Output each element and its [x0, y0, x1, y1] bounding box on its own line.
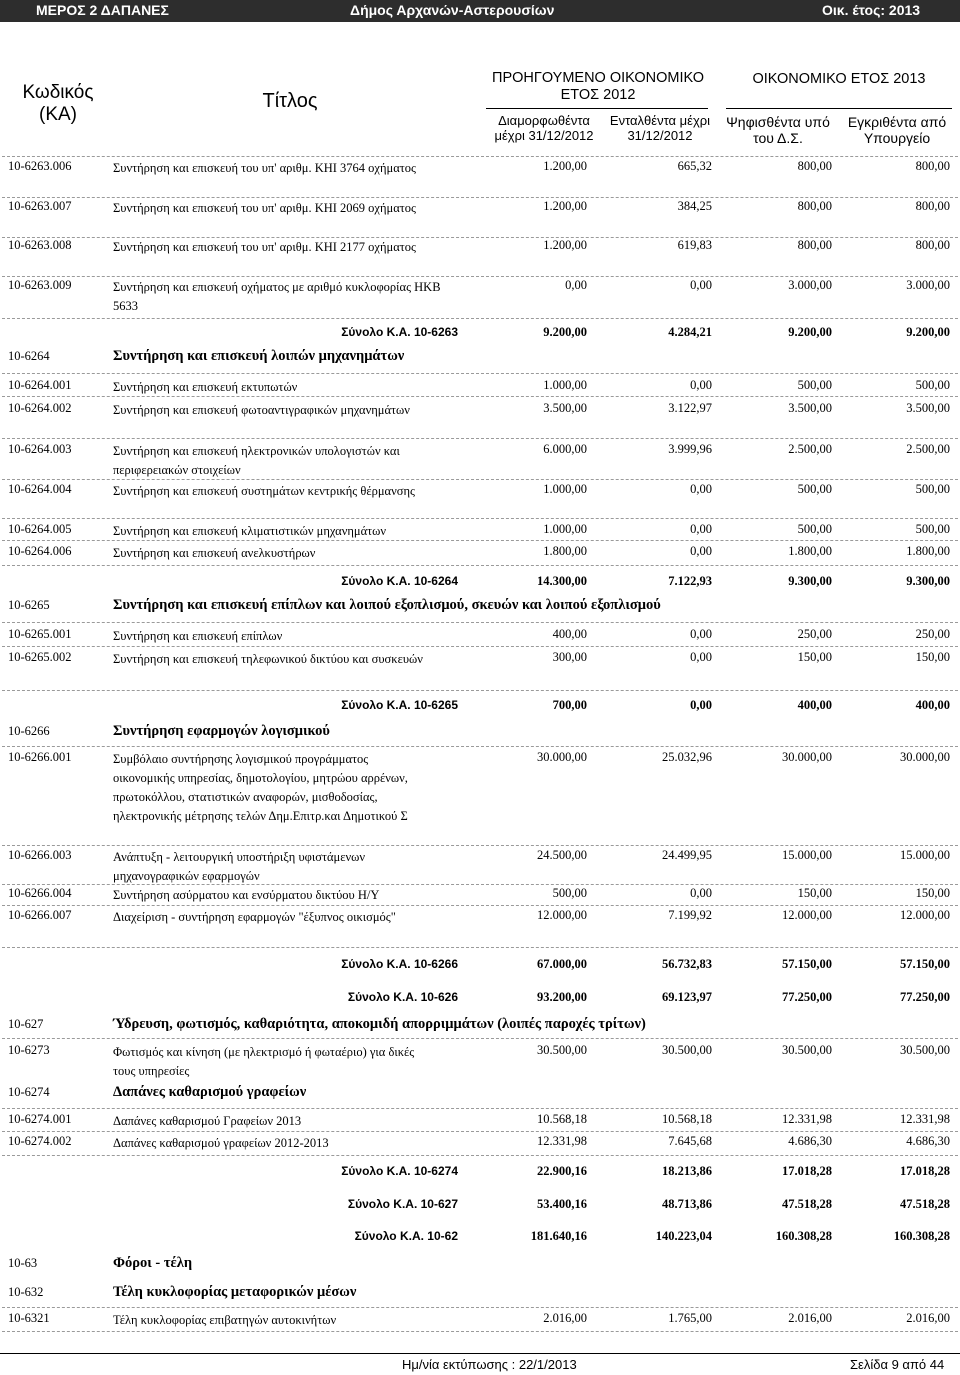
total-shaped: 700,00 — [552, 698, 587, 712]
row-committed: 25.032,96 — [662, 750, 712, 764]
row-title: Συντήρηση και επισκευή τηλεφωνικού δικτύου και συσκευών — [113, 652, 423, 666]
row-approved: 15.000,00 — [900, 848, 950, 862]
row-shaped: 400,00 — [552, 627, 587, 641]
section-code: 10-63 — [8, 1256, 38, 1270]
row-code: 10-6265.001 — [8, 627, 72, 641]
row-shaped: 1.800,00 — [543, 544, 587, 558]
total-committed: 4.284,21 — [668, 325, 712, 339]
row-title: Τέλη κυκλοφορίας επιβατηγών αυτοκινήτων — [113, 1313, 337, 1327]
section-title: Συντήρηση εφαρμογών λογισμικού — [113, 723, 330, 739]
row-separator — [2, 622, 958, 623]
row-voted: 1.800,00 — [788, 544, 832, 558]
row-code: 10-6321 — [8, 1311, 50, 1325]
row-title: Συντήρηση και επισκευή κλιματιστικών μηχανημάτων — [113, 524, 387, 538]
row-voted: 12.331,98 — [782, 1112, 832, 1126]
section-code: 10-6274 — [8, 1085, 50, 1099]
total-shaped: 53.400,16 — [537, 1197, 587, 1211]
section-code: 10-627 — [8, 1017, 44, 1031]
row-voted: 4.686,30 — [788, 1134, 832, 1148]
fiscal-year: Οικ. έτος: 2013 — [822, 2, 921, 18]
row-title: Συντήρηση και επισκευή οχήματος με αριθμό κυκλοφορίας ΗΚΒ 5633 — [113, 280, 441, 313]
row-title: Ανάπτυξη - λειτουργική υποστήριξη υφιστάμενων μηχανογραφικών εφαρμογών — [113, 850, 366, 883]
row-approved: 500,00 — [915, 522, 950, 536]
row-voted: 500,00 — [797, 378, 832, 392]
row-shaped: 1.200,00 — [543, 238, 587, 252]
total-committed: 48.713,86 — [662, 1197, 712, 1211]
row-approved: 30.000,00 — [900, 750, 950, 764]
total-voted: 160.308,28 — [775, 1229, 832, 1243]
row-committed: 0,00 — [690, 522, 712, 536]
total-voted: 9.200,00 — [788, 325, 832, 339]
row-committed: 1.765,00 — [668, 1311, 712, 1325]
row-voted: 800,00 — [797, 238, 832, 252]
row-shaped: 300,00 — [552, 650, 587, 664]
row-code: 10-6264.003 — [8, 442, 72, 456]
row-voted: 3.500,00 — [788, 401, 832, 415]
row-title: Συντήρηση και επισκευή εκτυπωτών — [113, 380, 298, 394]
row-voted: 500,00 — [797, 482, 832, 496]
print-date: Ημ/νία εκτύπωσης : 22/1/2013 — [402, 1357, 577, 1372]
row-voted: 250,00 — [797, 627, 832, 641]
row-approved: 4.686,30 — [906, 1134, 950, 1148]
total-shaped: 67.000,00 — [537, 957, 587, 971]
section-title: Συντήρηση και επισκευή λοιπών μηχανημάτων — [113, 348, 405, 364]
row-committed: 384,25 — [677, 199, 712, 213]
row-separator — [2, 156, 958, 157]
row-separator — [2, 518, 958, 519]
page-header-bar — [0, 0, 960, 22]
footer-divider — [0, 1353, 960, 1354]
row-committed: 24.499,95 — [662, 848, 712, 862]
row-code: 10-6274.001 — [8, 1112, 72, 1126]
total-approved: 17.018,28 — [900, 1164, 950, 1178]
row-separator — [2, 1307, 958, 1308]
row-approved: 1.800,00 — [906, 544, 950, 558]
row-approved: 2.500,00 — [906, 442, 950, 456]
row-title: Φωτισμός και κίνηση (με ηλεκτρισμό ή φωταέριο) για δικές τους υπηρεσίες — [113, 1045, 415, 1078]
row-separator — [2, 276, 958, 277]
row-approved: 250,00 — [915, 627, 950, 641]
total-label: Σύνολο Κ.Α. 10-627 — [347, 1197, 458, 1211]
row-approved: 800,00 — [915, 159, 950, 173]
row-title: Συντήρηση και επισκευή του υπ' αριθμ. ΚΗΙ 2069 οχήματος — [113, 201, 416, 215]
row-separator — [2, 197, 958, 198]
row-code: 10-6263.009 — [8, 278, 72, 292]
row-committed: 0,00 — [690, 544, 712, 558]
row-approved: 800,00 — [915, 238, 950, 252]
row-voted: 30.500,00 — [782, 1043, 832, 1057]
row-separator — [2, 690, 958, 691]
row-shaped: 2.016,00 — [543, 1311, 587, 1325]
row-code: 10-6263.008 — [8, 238, 72, 252]
row-shaped: 24.500,00 — [537, 848, 587, 862]
total-approved: 47.518,28 — [900, 1197, 950, 1211]
row-separator — [2, 373, 958, 374]
row-committed: 0,00 — [690, 650, 712, 664]
row-shaped: 30.000,00 — [537, 750, 587, 764]
row-voted: 30.000,00 — [782, 750, 832, 764]
row-voted: 150,00 — [797, 886, 832, 900]
row-separator — [2, 479, 958, 480]
row-code: 10-6273 — [8, 1043, 50, 1057]
row-voted: 500,00 — [797, 522, 832, 536]
row-approved: 150,00 — [915, 886, 950, 900]
row-separator — [2, 318, 958, 319]
row-code: 10-6274.002 — [8, 1134, 72, 1148]
row-title: Δαπάνες καθαρισμού Γραφείων 2013 — [113, 1114, 302, 1128]
section-title: Ύδρευση, φωτισμός, καθαριότητα, αποκομιδή απορριμμάτων (λοιπές παροχές τρίτων) — [113, 1016, 646, 1032]
header-divider-fin — [726, 108, 952, 109]
row-title: Δαπάνες καθαρισμού γραφείων 2012-2013 — [113, 1136, 329, 1150]
row-approved: 2.016,00 — [906, 1311, 950, 1325]
header-previous-year: ΠΡΟΗΓΟΥΜΕΝΟ ΟΙΚΟΝΟΜΙΚΟ ΕΤΟΣ 2012 — [491, 70, 705, 103]
row-shaped: 12.331,98 — [537, 1134, 587, 1148]
total-label: Σύνολο Κ.Α. 10-6265 — [341, 698, 458, 712]
section-title: Δαπάνες καθαρισμού γραφείων — [113, 1084, 307, 1100]
total-label: Σύνολο Κ.Α. 10-626 — [347, 990, 458, 1004]
row-shaped: 500,00 — [552, 886, 587, 900]
row-title: Διαχείριση - συντήρηση εφαρμογών "έξυπνος οικισμός" — [113, 910, 396, 924]
row-shaped: 1.000,00 — [543, 522, 587, 536]
row-committed: 619,83 — [677, 238, 712, 252]
total-label: Σύνολο Κ.Α. 10-62 — [354, 1229, 458, 1243]
row-approved: 800,00 — [915, 199, 950, 213]
total-voted: 57.150,00 — [782, 957, 832, 971]
row-code: 10-6263.007 — [8, 199, 72, 213]
municipality-name: Δήμος Αρχανών-Αστερουσίων — [350, 2, 555, 18]
row-committed: 3.999,96 — [668, 442, 712, 456]
section-code: 10-6265 — [8, 598, 50, 612]
row-separator — [2, 947, 958, 948]
row-voted: 12.000,00 — [782, 908, 832, 922]
row-approved: 3.000,00 — [906, 278, 950, 292]
row-shaped: 6.000,00 — [543, 442, 587, 456]
header-fiscal-year: ΟΙΚΟΝΟΜΙΚΟ ΕΤΟΣ 2013 — [752, 71, 926, 87]
row-code: 10-6266.004 — [8, 886, 72, 900]
total-approved: 57.150,00 — [900, 957, 950, 971]
row-separator — [2, 1155, 958, 1156]
row-committed: 0,00 — [690, 278, 712, 292]
total-voted: 400,00 — [797, 698, 832, 712]
total-voted: 47.518,28 — [782, 1197, 832, 1211]
total-committed: 140.223,04 — [655, 1229, 712, 1243]
row-separator — [2, 884, 958, 885]
total-label: Σύνολο Κ.Α. 10-6263 — [341, 325, 458, 339]
section-title: Συντήρηση και επισκευή επίπλων και λοιπού εξοπλισμού, σκευών και λοιπού εξοπλισμού — [113, 597, 661, 613]
row-title: Συντήρηση και επισκευή επίπλων — [113, 629, 283, 643]
total-label: Σύνολο Κ.Α. 10-6274 — [341, 1164, 458, 1178]
total-committed: 56.732,83 — [662, 957, 712, 971]
row-committed: 0,00 — [690, 886, 712, 900]
row-title: Συντήρηση και επισκευή ηλεκτρονικών υπολογιστών και περιφερειακών στοιχείων — [113, 444, 400, 477]
row-separator — [2, 1331, 958, 1332]
row-separator — [2, 1108, 958, 1109]
header-col-committed: Ενταλθέντα μέχρι 31/12/2012 — [609, 113, 711, 143]
section-code: 10-6264 — [8, 349, 50, 363]
row-voted: 15.000,00 — [782, 848, 832, 862]
row-code: 10-6264.004 — [8, 482, 72, 496]
row-code: 10-6265.002 — [8, 650, 72, 664]
row-committed: 0,00 — [690, 378, 712, 392]
row-code: 10-6266.001 — [8, 750, 72, 764]
total-shaped: 9.200,00 — [543, 325, 587, 339]
total-committed: 69.123,97 — [662, 990, 712, 1004]
row-shaped: 12.000,00 — [537, 908, 587, 922]
section-title: Τέλη κυκλοφορίας μεταφορικών μέσων — [113, 1284, 357, 1300]
total-shaped: 93.200,00 — [537, 990, 587, 1004]
total-committed: 0,00 — [690, 698, 712, 712]
row-separator — [2, 1131, 958, 1132]
section-title: Φόροι - τέλη — [113, 1255, 193, 1271]
row-separator — [2, 396, 958, 397]
row-separator — [2, 438, 958, 439]
total-committed: 18.213,86 — [662, 1164, 712, 1178]
row-shaped: 30.500,00 — [537, 1043, 587, 1057]
row-committed: 7.199,92 — [668, 908, 712, 922]
row-approved: 3.500,00 — [906, 401, 950, 415]
header-col-approved: Εγκριθέντα από Υπουργείο — [847, 114, 947, 147]
row-voted: 150,00 — [797, 650, 832, 664]
row-committed: 10.568,18 — [662, 1112, 712, 1126]
total-committed: 7.122,93 — [668, 574, 712, 588]
total-label: Σύνολο Κ.Α. 10-6264 — [341, 574, 458, 588]
row-separator — [2, 1038, 958, 1039]
row-code: 10-6264.006 — [8, 544, 72, 558]
section-code: 10-632 — [8, 1285, 44, 1299]
row-separator — [2, 565, 958, 566]
row-code: 10-6266.003 — [8, 848, 72, 862]
row-voted: 3.000,00 — [788, 278, 832, 292]
row-code: 10-6263.006 — [8, 159, 72, 173]
row-separator — [2, 540, 958, 541]
row-title: Συντήρηση και επισκευή του υπ' αριθμ. ΚΗΙ 3764 οχήματος — [113, 161, 416, 175]
total-voted: 77.250,00 — [782, 990, 832, 1004]
total-label: Σύνολο Κ.Α. 10-6266 — [341, 957, 458, 971]
total-approved: 160.308,28 — [893, 1229, 950, 1243]
row-title: Συντήρηση και επισκευή ανελκυστήρων — [113, 546, 316, 560]
row-committed: 665,32 — [677, 159, 712, 173]
total-shaped: 22.900,16 — [537, 1164, 587, 1178]
row-shaped: 3.500,00 — [543, 401, 587, 415]
row-title: Συντήρηση και επισκευή συστημάτων κεντρικής θέρμανσης — [113, 484, 415, 498]
row-committed: 3.122,97 — [668, 401, 712, 415]
row-shaped: 0,00 — [565, 278, 587, 292]
row-committed: 0,00 — [690, 627, 712, 641]
row-shaped: 1.200,00 — [543, 159, 587, 173]
total-approved: 400,00 — [915, 698, 950, 712]
row-separator — [2, 845, 958, 846]
row-shaped: 1.000,00 — [543, 378, 587, 392]
row-title: Συντήρηση και επισκευή φωτοαντιγραφικών μηχανημάτων — [113, 403, 410, 417]
row-committed: 0,00 — [690, 482, 712, 496]
header-title: Τίτλος — [262, 90, 318, 112]
row-approved: 12.331,98 — [900, 1112, 950, 1126]
page-number: Σελίδα 9 από 44 — [850, 1357, 945, 1372]
row-voted: 2.500,00 — [788, 442, 832, 456]
row-approved: 150,00 — [915, 650, 950, 664]
row-code: 10-6266.007 — [8, 908, 72, 922]
row-title: Συντήρηση ασύρματου και ενσύρματου δικτύου Η/Υ — [113, 888, 380, 902]
row-shaped: 10.568,18 — [537, 1112, 587, 1126]
header-divider-prev — [486, 108, 708, 109]
total-voted: 9.300,00 — [788, 574, 832, 588]
section-code: 10-6266 — [8, 724, 50, 738]
row-title: Συντήρηση και επισκευή του υπ' αριθμ. ΚΗΙ 2177 οχήματος — [113, 240, 416, 254]
row-voted: 800,00 — [797, 159, 832, 173]
row-approved: 500,00 — [915, 378, 950, 392]
header-col-voted: Ψηφισθέντα υπό του Δ.Σ. — [726, 114, 830, 147]
total-voted: 17.018,28 — [782, 1164, 832, 1178]
row-committed: 30.500,00 — [662, 1043, 712, 1057]
total-shaped: 181.640,16 — [530, 1229, 587, 1243]
row-approved: 12.000,00 — [900, 908, 950, 922]
header-code: Κωδικός (ΚΑ) — [22, 82, 94, 125]
row-title: Συμβόλαιο συντήρησης λογισμικού προγράμματος οικονομικής υπηρεσίας, δημοτολογίου, μητρώου αρρένων, πρωτοκόλλου, στατιστικών αναφορών, μισθοδοσίας, ηλεκτρονικής μέτρησης τελών Δημ.Επιτρ.και Δημοτικού Σ — [113, 752, 408, 823]
total-approved: 77.250,00 — [900, 990, 950, 1004]
total-approved: 9.200,00 — [906, 325, 950, 339]
section-label: ΜΕΡΟΣ 2 ΔΑΠΑΝΕΣ — [36, 2, 169, 18]
row-code: 10-6264.002 — [8, 401, 72, 415]
row-voted: 2.016,00 — [788, 1311, 832, 1325]
row-separator — [2, 905, 958, 906]
row-separator — [2, 746, 958, 747]
row-committed: 7.645,68 — [668, 1134, 712, 1148]
header-col-shaped: Διαμορφωθέντα μέχρι 31/12/2012 — [494, 113, 594, 143]
row-approved: 30.500,00 — [900, 1043, 950, 1057]
total-shaped: 14.300,00 — [537, 574, 587, 588]
total-approved: 9.300,00 — [906, 574, 950, 588]
row-code: 10-6264.005 — [8, 522, 72, 536]
row-approved: 500,00 — [915, 482, 950, 496]
row-separator — [2, 646, 958, 647]
row-code: 10-6264.001 — [8, 378, 72, 392]
row-shaped: 1.000,00 — [543, 482, 587, 496]
row-voted: 800,00 — [797, 199, 832, 213]
row-shaped: 1.200,00 — [543, 199, 587, 213]
